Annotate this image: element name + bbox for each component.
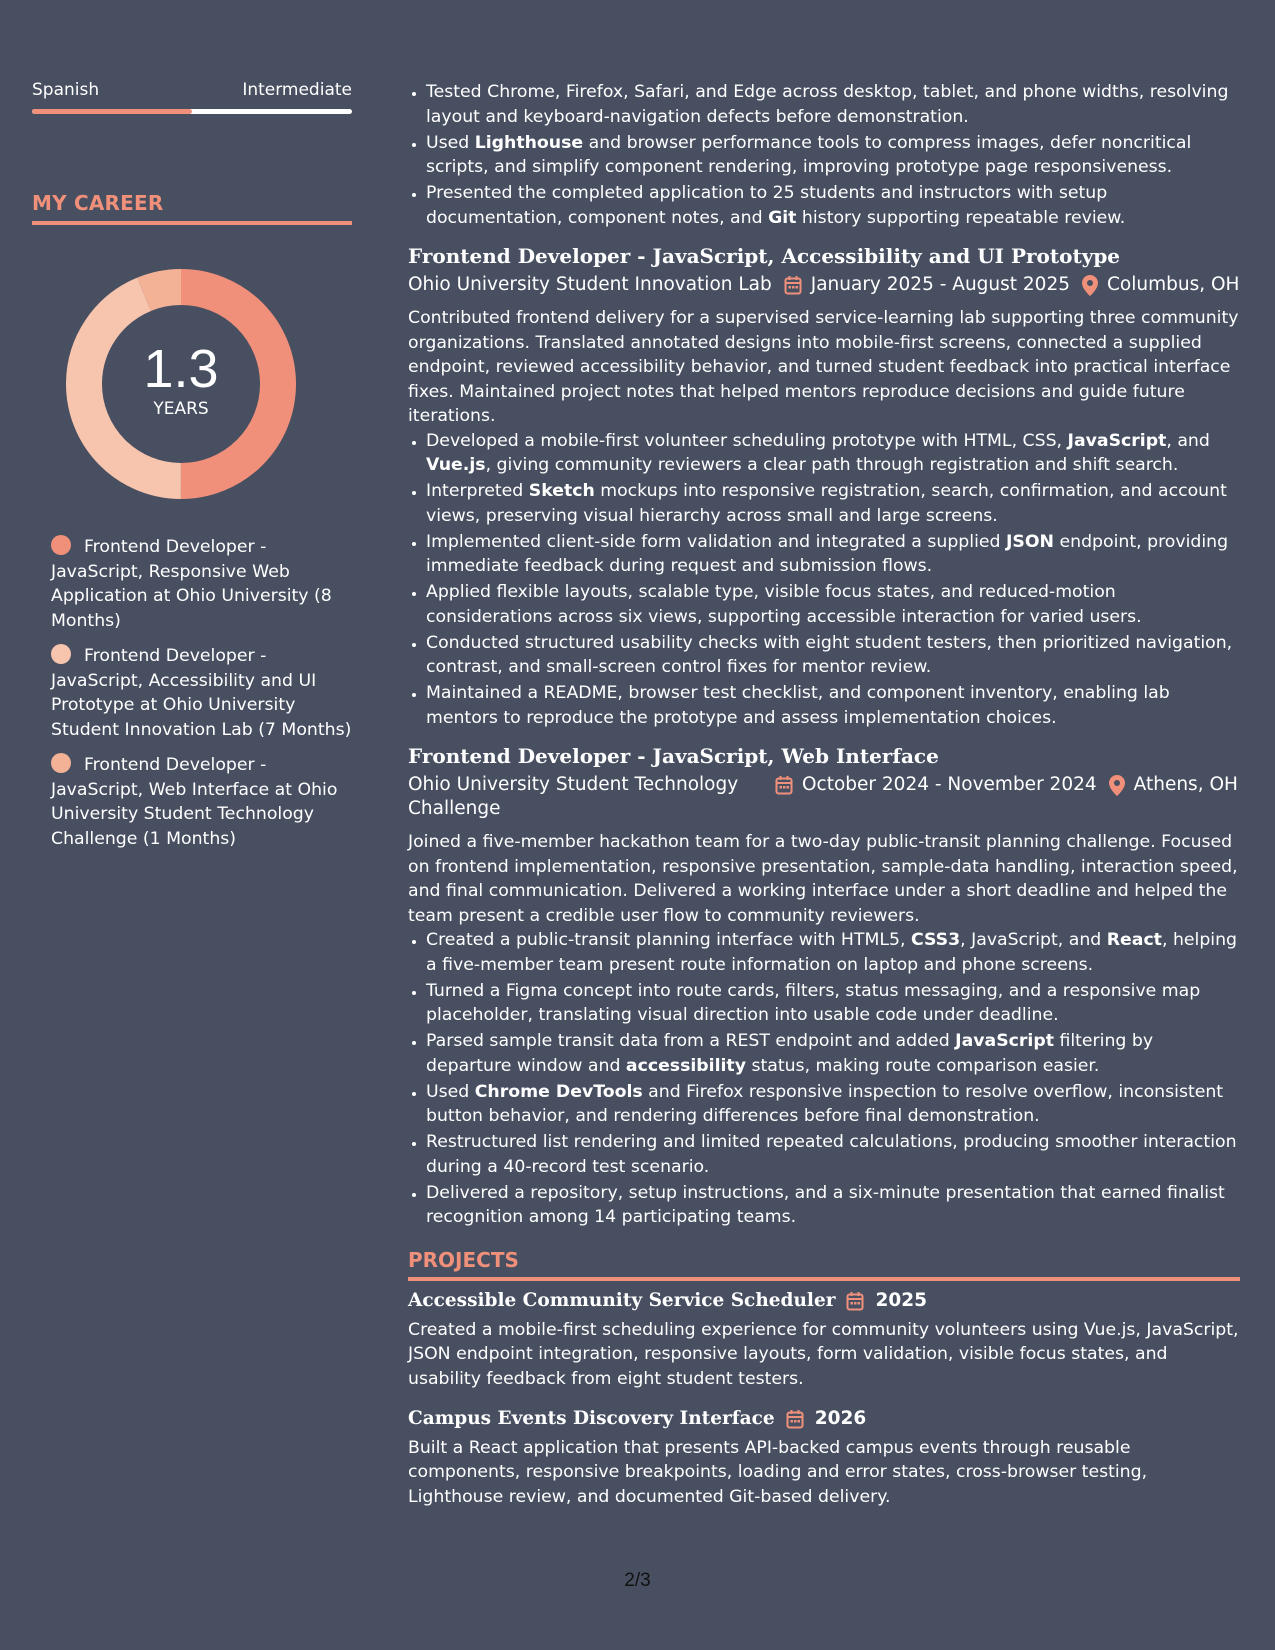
- bullet-item: • Restructured list rendering and limited repeated calculations, producing smoother interaction during a 40-record test scenario.: [426, 1130, 1240, 1179]
- job-dates: [775, 773, 1097, 797]
- career-legend: [51, 535, 352, 851]
- job-entry: [408, 743, 1240, 1230]
- bullet-item: • Interpreted Sketch mockups into responsive registration, search, confirmation, and account views, preserving visual hierarchy across small and large screens.: [426, 479, 1240, 528]
- main-content: [408, 80, 1240, 1509]
- bullet-item: • Parsed sample transit data from a REST endpoint and added JavaScript filtering by departure window and accessibility status, making route comparison easier.: [426, 1029, 1240, 1078]
- career-heading-rule: [32, 221, 352, 225]
- projects-list: [408, 1289, 1240, 1509]
- language-level: Intermediate: [242, 80, 352, 100]
- job-location-text: Athens, OH: [1133, 774, 1238, 795]
- job-bullets: [408, 928, 1240, 1230]
- project-title: Campus Events Discovery Interface: [408, 1408, 775, 1429]
- bullet-item: • Delivered a repository, setup instructions, and a six-minute presentation that earned finalist recognition among 14 participating teams.: [426, 1181, 1240, 1230]
- bullet-item: • Developed a mobile-first volunteer scheduling prototype with HTML, CSS, JavaScript, and Vue.js, giving community reviewers a clear path through registration and shift search.: [426, 429, 1240, 478]
- bullet-item: • Applied flexible layouts, scalable type, visible focus states, and reduced-motion considerations across six views, supporting accessible interaction for varied users.: [426, 580, 1240, 629]
- job-title: Frontend Developer - JavaScript, Accessibility and UI Prototype: [408, 244, 1121, 268]
- bullet-item: • Tested Chrome, Firefox, Safari, and Edge across desktop, tablet, and phone widths, resolving layout and keyboard-navigation defects before demonstration.: [426, 80, 1240, 129]
- legend-dot: [51, 535, 71, 555]
- calendar-icon: [786, 1409, 804, 1429]
- job-summary: Contributed frontend delivery for a supervised service-learning lab supporting three community organizations. Translated annotated designs into mobile-first screens, connected a supplied endpoint, reviewed accessibility behavior, and turned student feedback into practical interface fixes. Maintained project notes that helped mentors reproduce decisions and guide future iterations.: [408, 308, 1239, 426]
- job-meta: [408, 273, 1240, 297]
- job-dates-text: January 2025 - August 2025: [810, 274, 1070, 295]
- job-title: Frontend Developer - JavaScript, Web Interface: [408, 744, 939, 768]
- job-location: [1109, 773, 1238, 797]
- language-name: Spanish: [32, 80, 100, 100]
- career-legend-label: Frontend Developer - JavaScript, Web Interface at Ohio University Student Technology Challenge (1 Months): [51, 755, 338, 849]
- job-organization: Ohio University Student Innovation Lab: [408, 274, 772, 295]
- calendar-icon: [775, 775, 793, 795]
- previous-job-bullets: [408, 80, 1240, 230]
- career-legend-label: Frontend Developer - JavaScript, Responsive Web Application at Ohio University (8 Months): [51, 537, 332, 631]
- calendar-icon: [784, 275, 802, 295]
- career-heading: MY CAREER: [32, 191, 164, 215]
- job-meta: [408, 773, 1240, 821]
- bullet-item: • Created a public-transit planning interface with HTML5, CSS3, JavaScript, and React, helping a five-member team present route information on laptop and phone screens.: [426, 928, 1240, 977]
- career-legend-label: Frontend Developer - JavaScript, Accessibility and UI Prototype at Ohio University Student Innovation Lab (7 Months): [51, 646, 352, 740]
- language-proficiency-fill: [32, 109, 192, 114]
- project-description: Created a mobile-first scheduling experience for community volunteers using Vue.js, JavaScript, JSON endpoint integration, responsive layouts, form validation, visible focus states, and usability feedback from eight student testers.: [408, 1319, 1239, 1389]
- bullet-item: • Presented the completed application to 25 students and instructors with setup documentation, component notes, and Git history supporting repeatable review.: [426, 181, 1240, 230]
- job-entry: [408, 243, 1240, 730]
- donut-center: [66, 341, 296, 419]
- bullet-item: • Conducted structured usability checks with eight student testers, then prioritized navigation, contrast, and small-screen control fixes for mentor review.: [426, 631, 1240, 680]
- bullet-item: • Implemented client-side form validation and integrated a supplied JSON endpoint, providing immediate feedback during request and submission flows.: [426, 530, 1240, 579]
- bullet-item: • Used Chrome DevTools and Firefox responsive inspection to resolve overflow, inconsistent button behavior, and rendering differences before final demonstration.: [426, 1080, 1240, 1129]
- job-location: [1082, 273, 1239, 297]
- bullet-item: • Turned a Figma concept into route cards, filters, status messaging, and a responsive map placeholder, translating visual direction into usable code under deadline.: [426, 979, 1240, 1028]
- project-title-row: [408, 1407, 1240, 1432]
- project-year: 2025: [875, 1290, 927, 1311]
- legend-dot: [51, 753, 71, 773]
- projects-heading-rule: [408, 1277, 1240, 1281]
- career-donut-chart: [66, 269, 296, 499]
- job-location-text: Columbus, OH: [1107, 274, 1240, 295]
- language-row: [32, 80, 352, 100]
- project-title: Accessible Community Service Scheduler: [408, 1290, 836, 1311]
- career-legend-item: [51, 753, 352, 851]
- job-bullets: [408, 429, 1240, 731]
- projects-heading: PROJECTS: [408, 1247, 519, 1272]
- job-dates: [784, 273, 1070, 297]
- project-year: 2026: [814, 1408, 867, 1429]
- page-number: 2/3: [624, 1570, 651, 1591]
- calendar-icon: [846, 1291, 864, 1311]
- career-total-years: 1.3: [143, 339, 219, 399]
- experience-list: [408, 243, 1240, 1230]
- legend-dot: [51, 644, 71, 664]
- project-title-row: [408, 1289, 1240, 1314]
- location-pin-icon: [1082, 275, 1098, 296]
- bullet-item: • Used Lighthouse and browser performance tools to compress images, defer noncritical scripts, and simplify component rendering, improving prototype page responsiveness.: [426, 131, 1240, 180]
- career-total-unit: YEARS: [153, 399, 209, 419]
- job-dates-text: October 2024 - November 2024: [802, 774, 1097, 795]
- sidebar: [32, 80, 352, 862]
- career-legend-item: [51, 644, 352, 742]
- job-summary: Joined a five-member hackathon team for a two-day public-transit planning challenge. Focused on frontend implementation, responsive presentation, sample-data handling, interaction speed, and final communication. Delivered a working interface under a short deadline and helped the team present a credible user flow to community reviewers.: [408, 832, 1238, 926]
- job-organization: Ohio University Student Technology Challenge: [408, 774, 739, 819]
- bullet-item: • Maintained a README, browser test checklist, and component inventory, enabling lab mentors to reproduce the prototype and assess implementation choices.: [426, 681, 1240, 730]
- project-description: Built a React application that presents API-backed campus events through reusable components, responsive breakpoints, loading and error states, cross-browser testing, Lighthouse review, and documented Git-based delivery.: [408, 1437, 1148, 1507]
- location-pin-icon: [1109, 775, 1125, 796]
- career-legend-item: [51, 535, 352, 633]
- language-proficiency-bar: [32, 109, 352, 114]
